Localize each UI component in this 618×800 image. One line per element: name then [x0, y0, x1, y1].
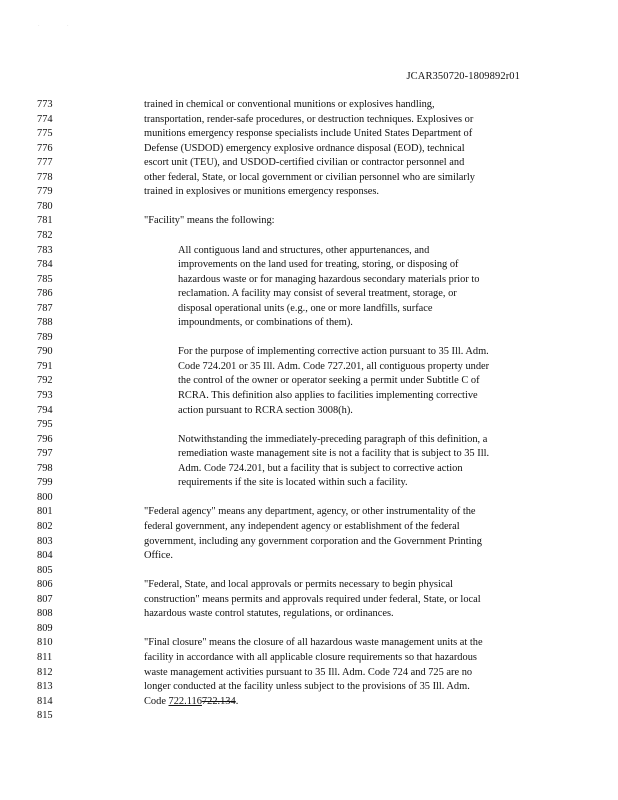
document-line: [0, 462, 618, 476]
line-number: 796: [37, 433, 53, 445]
line-text: hazardous waste or for managing hazardous secondary materials prior to: [178, 273, 480, 285]
document-line: [0, 345, 618, 359]
document-line: [0, 142, 618, 156]
line-text: Office.: [144, 550, 173, 561]
line-text: Defense (USDOD) emergency explosive ordnance disposal (EOD), technical: [144, 142, 465, 154]
document-line: [0, 607, 618, 621]
line-text: improvements on the land used for treating, storing, or disposing of: [178, 259, 459, 271]
line-text: action pursuant to RCRA section 3008(h).: [178, 404, 353, 416]
line-number: 809: [37, 622, 53, 634]
document-line: [0, 491, 618, 505]
line-text: Notwithstanding the immediately-preceding paragraph of this definition, a: [178, 433, 488, 445]
document-line: [0, 360, 618, 374]
line-number: 774: [37, 113, 53, 125]
document-line: [0, 636, 618, 650]
document-line: [0, 709, 618, 723]
line-number: 782: [37, 230, 53, 241]
line-number: 788: [37, 317, 53, 329]
document-line: [0, 302, 618, 316]
document-line: [0, 476, 618, 490]
line-text: escort unit (TEU), and USDOD-certified civilian or contractor personnel and: [144, 157, 465, 169]
line-number: 789: [37, 331, 53, 343]
line-number: 814: [37, 695, 53, 707]
inserted-citation: 722.116: [168, 695, 202, 707]
document-line: [0, 156, 618, 170]
line-number: 798: [37, 462, 53, 474]
line-number: 797: [37, 448, 53, 460]
line-text: "Federal agency" means any department, agency, or other instrumentality of the: [144, 506, 476, 518]
document-line: [0, 127, 618, 141]
document-line: [0, 535, 618, 549]
scan-mark: ·: [38, 24, 40, 29]
document-line: [0, 593, 618, 607]
line-number: 807: [37, 593, 53, 605]
document-line: [0, 564, 618, 578]
line-number: 802: [37, 521, 53, 532]
line-text: "Federal, State, and local approvals or permits necessary to begin physical: [144, 579, 453, 591]
document-line: [0, 229, 618, 243]
line-number: 799: [37, 477, 53, 489]
document-line: [0, 374, 618, 388]
document-line: [0, 185, 618, 199]
line-number: 777: [37, 157, 53, 169]
sentence-period: .: [235, 695, 239, 707]
line-number: 786: [37, 288, 53, 300]
line-number: 781: [37, 215, 53, 227]
line-text: construction" means permits and approvals required under federal, State, or local: [144, 593, 481, 605]
document-line: [0, 520, 618, 534]
document-line: [0, 695, 618, 709]
line-number: 810: [37, 637, 53, 649]
line-text: hazardous waste control statutes, regulations, or ordinances.: [144, 608, 394, 620]
line-number: 780: [37, 200, 53, 212]
line-text: Adm. Code 724.201, but a facility that is subject to corrective action: [178, 462, 463, 474]
line-text: waste management activities pursuant to 35 Ill. Adm. Code 724 and 725 are no: [144, 666, 473, 678]
document-line: [0, 505, 618, 519]
document-line: [0, 418, 618, 432]
line-text: federal government, any independent agency or establishment of the federal: [144, 521, 460, 532]
line-number: 778: [37, 171, 53, 183]
line-number: 808: [37, 608, 53, 620]
line-text: facility in accordance with all applicable closure requirements so that hazardous: [144, 651, 477, 663]
line-number: 793: [37, 390, 53, 401]
document-line: [0, 316, 618, 330]
document-line: [0, 447, 618, 461]
line-number: 794: [37, 404, 53, 416]
document-line: [0, 287, 618, 301]
document-line: [0, 389, 618, 403]
line-number: 806: [37, 579, 53, 591]
line-text: "Final closure" means the closure of all hazardous waste management units at the: [144, 637, 483, 649]
document-line: [0, 666, 618, 680]
document-line: [0, 171, 618, 185]
document-line: [0, 433, 618, 447]
line-text: All contiguous land and structures, other appurtenances, and: [178, 244, 430, 256]
line-number: 792: [37, 375, 53, 387]
line-text: Code: [144, 695, 169, 707]
line-number: 775: [37, 128, 53, 140]
line-number: 813: [37, 681, 53, 692]
line-number: 785: [37, 273, 53, 285]
line-number: 801: [37, 506, 53, 518]
line-number: 787: [37, 302, 53, 314]
line-text: munitions emergency response specialists include United States Department of: [144, 128, 473, 140]
document-line: [0, 622, 618, 636]
line-number: 804: [37, 550, 53, 561]
line-number: 795: [37, 419, 53, 431]
document-line: [0, 331, 618, 345]
document-id: JCAR350720-1809892r01: [406, 71, 520, 82]
line-number: 811: [37, 651, 53, 663]
document-line: [0, 680, 618, 694]
line-text: Code 724.201 or 35 Ill. Adm. Code 727.201, all contiguous property under: [178, 360, 490, 372]
deleted-citation: 722.134: [201, 695, 236, 707]
line-text: other federal, State, or local government or civilian personnel who are similarly: [144, 171, 475, 183]
line-text: the control of the owner or operator seeking a permit under Subtitle C of: [178, 375, 480, 387]
line-text: For the purpose of implementing corrective action pursuant to 35 Ill. Adm.: [178, 346, 489, 358]
line-number: 776: [37, 142, 53, 154]
document-line: [0, 404, 618, 418]
document-line: [0, 578, 618, 592]
document-line: [0, 200, 618, 214]
line-number: 812: [37, 666, 53, 678]
line-text-with-amendment: [144, 695, 238, 709]
line-text: reclamation. A facility may consist of several treatment, storage, or: [178, 288, 457, 300]
document-line: [0, 244, 618, 258]
scan-mark: ·: [67, 24, 69, 29]
line-number: 773: [37, 99, 53, 110]
line-text: disposal operational units (e.g., one or more landfills, surface: [178, 302, 433, 314]
line-number: 790: [37, 346, 53, 358]
line-number: 791: [37, 360, 53, 372]
line-text: longer conducted at the facility unless subject to the provisions of 35 Ill. Adm.: [144, 681, 470, 692]
line-text: requirements if the site is located within such a facility.: [178, 477, 408, 489]
line-number: 815: [37, 710, 53, 722]
line-number: 784: [37, 259, 53, 271]
document-line: [0, 651, 618, 665]
document-line: [0, 113, 618, 127]
line-text: transportation, render-safe procedures, or destruction techniques. Explosives or: [144, 113, 474, 125]
line-text: "Facility" means the following:: [144, 215, 275, 227]
document-line: [0, 214, 618, 228]
line-number: 803: [37, 535, 53, 547]
document-line: [0, 258, 618, 272]
document-line: [0, 98, 618, 112]
document-line: [0, 549, 618, 563]
line-text: remediation waste management site is not a facility that is subject to 35 Ill.: [178, 448, 490, 460]
line-number: 783: [37, 244, 53, 256]
line-text: RCRA. This definition also applies to facilities implementing corrective: [178, 390, 478, 401]
line-text: impoundments, or combinations of them).: [178, 317, 353, 329]
line-number: 779: [37, 186, 53, 198]
line-number: 800: [37, 491, 53, 503]
line-text: trained in explosives or munitions emergency responses.: [144, 186, 379, 198]
line-text: government, including any government corporation and the Government Printing: [144, 535, 482, 547]
line-number: 805: [37, 564, 53, 576]
document-line: [0, 273, 618, 287]
line-text: trained in chemical or conventional munitions or explosives handling,: [144, 99, 435, 110]
